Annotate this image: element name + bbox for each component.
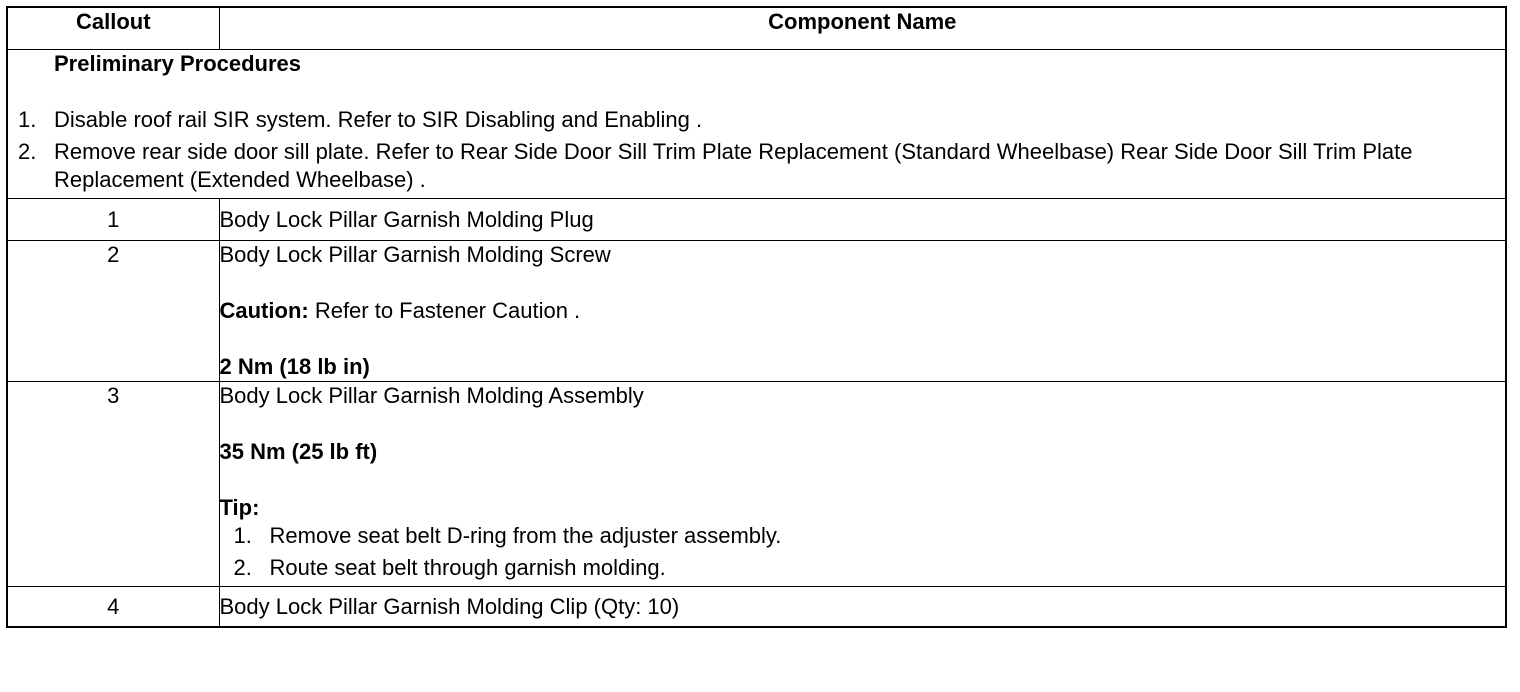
- header-row: [7, 7, 1506, 50]
- tip-number: 2.: [233, 555, 252, 580]
- step-text: Disable roof rail SIR system. Refer to SIR Disabling and Enabling .: [54, 107, 703, 132]
- preliminary-step: [18, 106, 1505, 134]
- tip-number: 1.: [233, 523, 252, 548]
- table-row: [7, 241, 1506, 382]
- callout-cell: 2: [7, 241, 219, 382]
- table-row: [7, 587, 1506, 628]
- header-component-name: Component Name: [219, 7, 1506, 50]
- preliminary-steps: [8, 106, 1505, 194]
- caution-label: Caution:: [219, 298, 309, 323]
- step-text: Remove rear side door sill plate. Refer to Rear Side Door Sill Trim Plate Replacement (Standard Wheelbase) Rear Side Door Sill Trim Plate Replacement (Extended Wheelbase) .: [54, 139, 1413, 192]
- table-row: [7, 382, 1506, 587]
- torque-spec: 35 Nm (25 lb ft): [219, 439, 378, 464]
- tip-list: [220, 522, 1506, 582]
- callout-cell: 3: [7, 382, 219, 587]
- tip-text: Route seat belt through garnish molding.: [269, 555, 666, 580]
- preliminary-cell: [7, 50, 1506, 199]
- torque-spec: 2 Nm (18 lb in): [219, 354, 370, 379]
- tip-label: Tip:: [219, 495, 260, 520]
- caution-note: [220, 297, 1506, 325]
- component-name: Body Lock Pillar Garnish Molding Clip (Qty: 10): [219, 593, 680, 619]
- procedure-table-wrapper: [6, 6, 1507, 628]
- preliminary-title: Preliminary Procedures: [54, 51, 302, 76]
- component-name-cell: [219, 199, 1506, 241]
- step-number: 1.: [18, 107, 37, 132]
- component-name-cell: [219, 382, 1506, 587]
- preliminary-row: [7, 50, 1506, 199]
- component-name: Body Lock Pillar Garnish Molding Assembly: [219, 383, 644, 408]
- tip-text: Remove seat belt D-ring from the adjuster assembly.: [269, 523, 782, 548]
- procedure-table: [6, 6, 1507, 628]
- callout-cell: 1: [7, 199, 219, 241]
- step-number: 2.: [18, 139, 37, 164]
- tip-item: [233, 522, 1506, 550]
- component-name-cell: [219, 587, 1506, 628]
- table-row: [7, 199, 1506, 241]
- caution-text: Refer to Fastener Caution .: [308, 298, 581, 323]
- component-name: Body Lock Pillar Garnish Molding Plug: [219, 206, 594, 232]
- preliminary-step: [18, 138, 1505, 194]
- tip-item: [233, 554, 1506, 582]
- component-name-cell: [219, 241, 1506, 382]
- callout-cell: 4: [7, 587, 219, 628]
- component-name: Body Lock Pillar Garnish Molding Screw: [219, 242, 611, 267]
- header-callout: Callout: [7, 7, 219, 50]
